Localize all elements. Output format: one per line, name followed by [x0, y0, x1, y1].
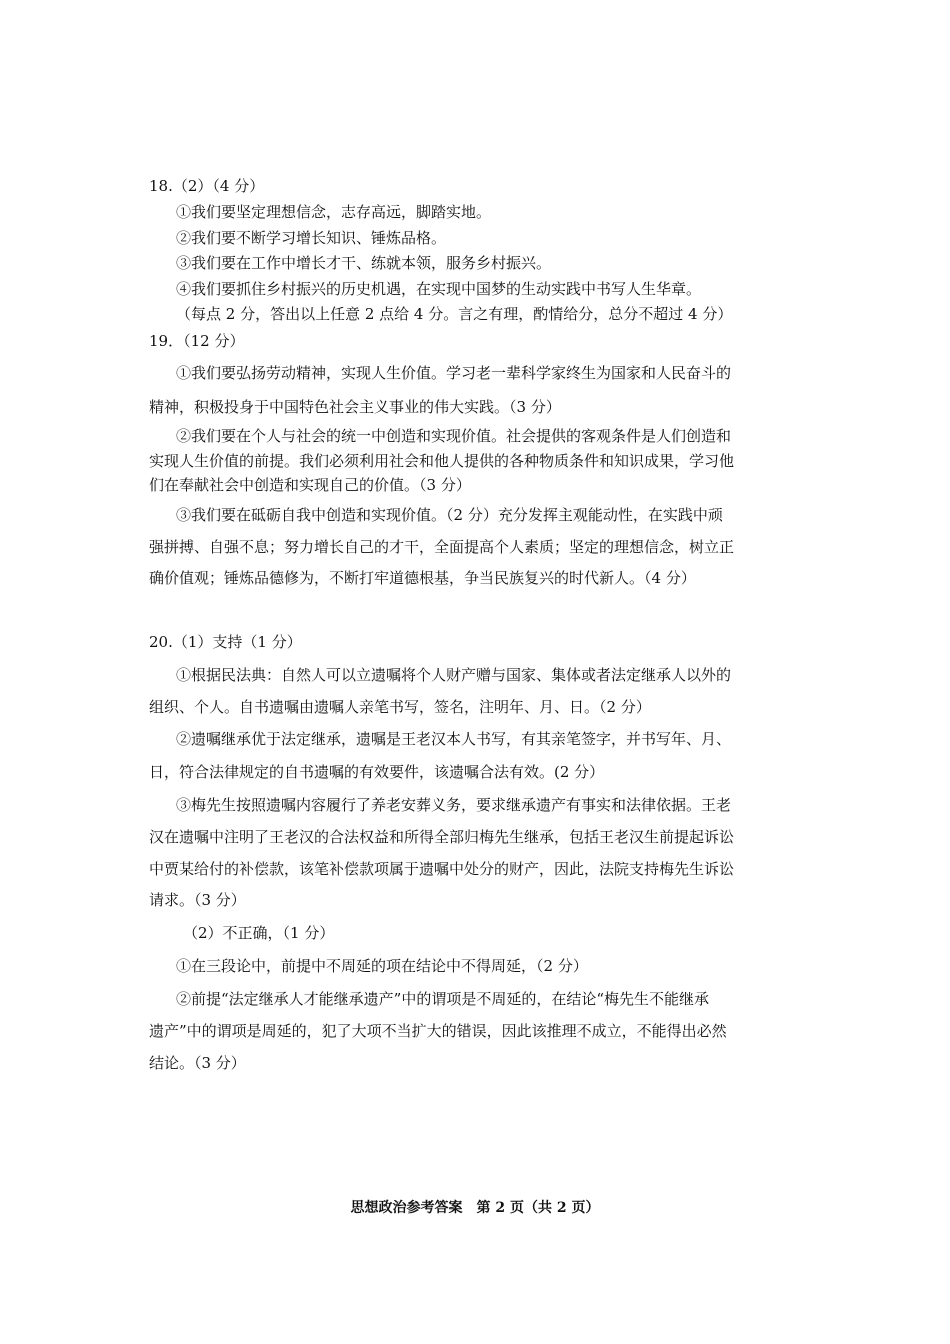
q20-part1-line-1: ①根据民法典：自然人可以立遗嘱将个人财产赠与国家、集体或者法定继承人以外的	[176, 666, 732, 684]
q20-part1-line-8: 请求。（3 分）	[149, 891, 246, 909]
q20-part2-heading: （2）不正确，（1 分）	[183, 924, 335, 942]
q20-part2-line-1: ①在三段论中，前提中不周延的项在结论中不得周延，（2 分）	[176, 957, 588, 975]
q18-point-4: ④我们要抓住乡村振兴的历史机遇，在实现中国梦的生动实践中书写人生华章。	[176, 280, 702, 298]
page-footer: 思想政治参考答案 第 2 页（共 2 页）	[350, 1200, 600, 1216]
q20-part1-line-2: 组织、个人。自书遗嘱由遗嘱人亲笔书写，签名，注明年、月、日。（2 分）	[149, 698, 651, 716]
q18-point-1: ①我们要坚定理想信念，志存高远，脚踏实地。	[176, 203, 492, 221]
q18-scoring-note: （每点 2 分，答出以上任意 2 点给 4 分。言之有理，酌情给分，总分不超过 4 分）	[176, 305, 733, 323]
q19-line-1: ①我们要弘扬劳动精神，实现人生价值。学习老一辈科学家终生为国家和人民奋斗的	[176, 364, 732, 382]
q19-line-6: ③我们要在砥砺自我中创造和实现价值。（2 分）充分发挥主观能动性，在实践中顽	[176, 506, 723, 524]
q20-part1-line-4: 日，符合法律规定的自书遗嘱的有效要件，该遗嘱合法有效。(2 分）	[149, 763, 605, 781]
q18-point-3: ③我们要在工作中增长才干、练就本领，服务乡村振兴。	[176, 254, 552, 272]
q19-line-7: 强拼搏、自强不息；努力增长自己的才干，全面提高个人素质；坚定的理想信念，树立正	[149, 538, 735, 556]
q19-line-4: 实现人生价值的前提。我们必须利用社会和他人提供的各种物质条件和知识成果，学习他	[149, 452, 735, 470]
q19-line-8: 确价值观；锤炼品德修为，不断打牢道德根基，争当民族复兴的时代新人。（4 分）	[149, 569, 696, 587]
q18-point-2: ②我们要不断学习增长知识、锤炼品格。	[176, 229, 447, 247]
q20-part1-line-6: 汉在遗嘱中注明了王老汉的合法权益和所得全部归梅先生继承，包括王老汉生前提起诉讼	[149, 828, 735, 846]
q20-part1-line-3: ②遗嘱继承优于法定继承，遗嘱是王老汉本人书写，有其亲笔签字，并书写年、月、	[176, 730, 732, 748]
q20-heading: 20.（1）支持（1 分）	[149, 633, 302, 651]
q19-line-5: 们在奉献社会中创造和实现自己的价值。（3 分）	[149, 476, 471, 494]
q19-line-2: 精神，积极投身于中国特色社会主义事业的伟大实践。（3 分）	[149, 398, 561, 416]
q19-line-3: ②我们要在个人与社会的统一中创造和实现价值。社会提供的客观条件是人们创造和	[176, 427, 732, 445]
q20-part2-line-3: 遗产”中的谓项是周延的，犯了大项不当扩大的错误，因此该推理不成立，不能得出必然	[149, 1022, 727, 1040]
q20-part1-line-5: ③梅先生按照遗嘱内容履行了养老安葬义务，要求继承遗产有事实和法律依据。王老	[176, 796, 732, 814]
q18-heading: 18.（2）（4 分）	[149, 177, 265, 195]
q20-part1-line-7: 中贾某给付的补偿款，该笔补偿款项属于遗嘱中处分的财产，因此，法院支持梅先生诉讼	[149, 860, 735, 878]
q20-part2-line-4: 结论。（3 分）	[149, 1054, 246, 1072]
q19-heading: 19．（12 分）	[149, 332, 245, 350]
q20-part2-line-2: ②前提“法定继承人才能继承遗产”中的谓项是不周延的，在结论“梅先生不能继承	[176, 990, 710, 1008]
